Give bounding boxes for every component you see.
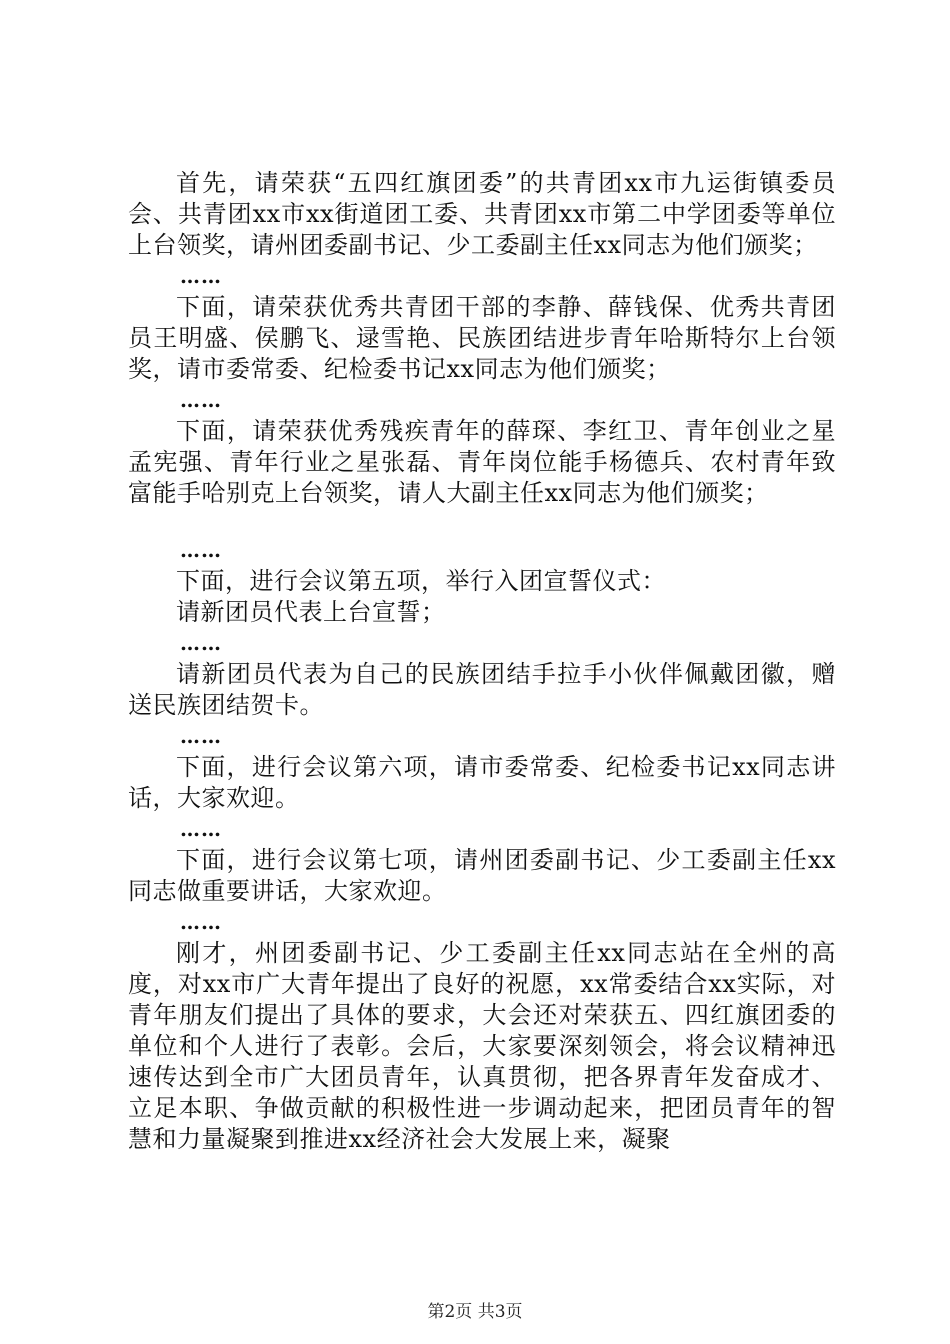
ellipsis-3: …… — [180, 538, 222, 562]
paragraph-badge: 请新团员代表为自己的民族团结手拉手小伙伴佩戴团徽，赠送民族团结贺卡。 — [128, 660, 836, 719]
ellipsis-2: …… — [180, 388, 222, 412]
paragraph-award-youth: 下面，请荣获优秀残疾青年的薛琛、李红卫、青年创业之星孟宪强、青年行业之星张磊、青年岗位能手杨德兵、农村青年致富能手哈别克上台领奖，请人大副主任xx同志为他们颁奖； — [128, 417, 836, 507]
ellipsis-7: …… — [180, 910, 222, 934]
document-body — [128, 168, 836, 1155]
ellipsis-6: …… — [180, 817, 222, 841]
paragraph-award-red-flag: 首先，请荣获“五四红旗团委”的共青团xx市九运街镇委员会、共青团xx市xx街道团工委、共青团xx市第二中学团委等单位上台领奖，请州团委副书记、少工委副主任xx同志为他们颁奖； — [128, 169, 836, 259]
line-item-five: 下面，进行会议第五项，举行入团宣誓仪式： — [176, 567, 666, 595]
blank-gap — [128, 509, 836, 535]
ellipsis-1: …… — [180, 264, 222, 288]
ellipsis-4: …… — [180, 631, 222, 655]
paragraph-item-seven: 下面，进行会议第七项，请州团委副书记、少工委副主任xx同志做重要讲话，大家欢迎。 — [128, 846, 836, 905]
ellipsis-5: …… — [180, 724, 222, 748]
page-number-footer: 第2页 共3页 — [427, 1302, 523, 1322]
line-oath: 请新团员代表上台宣誓； — [176, 598, 446, 626]
paragraph-award-excellent: 下面，请荣获优秀共青团干部的李静、薛钱保、优秀共青团员王明盛、侯鹏飞、逯雪艳、民族团结进步青年哈斯特尔上台领奖，请市委常委、纪检委书记xx同志为他们颁奖； — [128, 293, 836, 383]
paragraph-closing: 刚才，州团委副书记、少工委副主任xx同志站在全州的高度，对xx市广大青年提出了良好的祝愿，xx常委结合xx实际，对青年朋友们提出了具体的要求，大会还对荣获五、四红旗团委的单位和个人进行了表彰。会后，大家要深刻领会，将会议精神迅速传达到全市广大团员青年，认真贯彻，把各界青年发奋成才、立足本职、争做贡献的积极性进一步调动起来，把团员青年的智慧和力量凝聚到推进xx经济社会大发展上来，凝聚 — [128, 939, 836, 1153]
paragraph-item-six: 下面，进行会议第六项，请市委常委、纪检委书记xx同志讲话，大家欢迎。 — [128, 753, 836, 812]
